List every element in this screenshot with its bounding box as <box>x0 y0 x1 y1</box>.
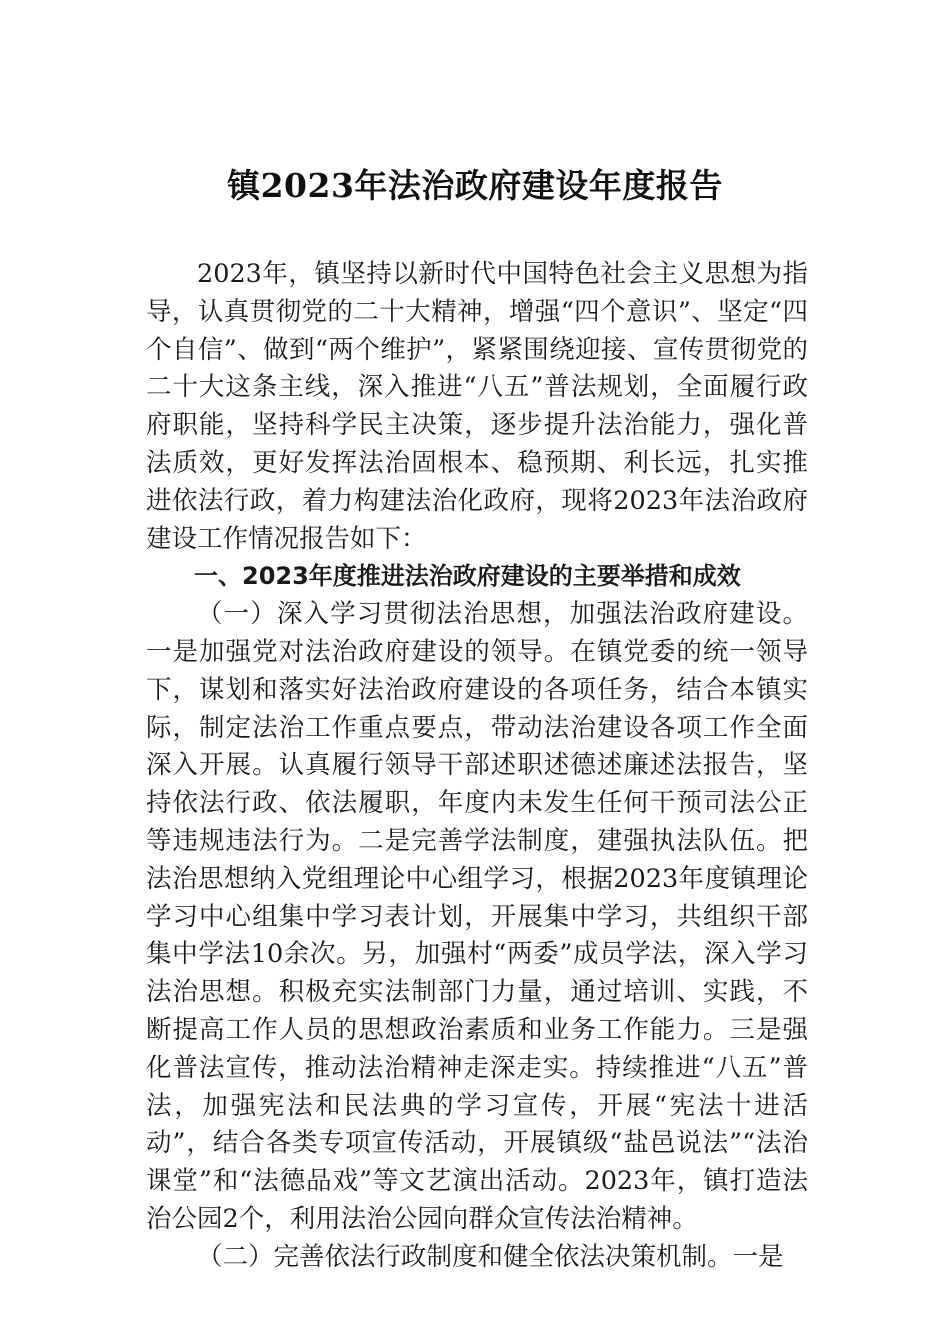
subsection-2-paragraph <box>146 1239 808 1277</box>
subsection-heading-1: （一）深入学习贯彻法治思想，加强法治政府建设。 <box>197 599 808 630</box>
subsection-1-body: 一是加强党对法治政府建设的领导。在镇党委的统一领导下，谋划和落实好法治政府建设的各项任务，结合本镇实际，制定法治工作重点要点，带动法治建设各项工作全面深入开展。认真履行领导干部述职述德述廉述法报告，坚持依法行政、依法履职，年度内未发生任何干预司法公正等违规违法行为。二是完善学法制度，建强执法队伍。把法治思想纳入党组理论中心组学习，根据2023年度镇理论学习中心组集中学习表计划，开展集中学习，共组织干部集中学法10余次。另，加强村“两委”成员学法，深入学习法治思想。积极充实法制部门力量，通过培训、实践，不断提高工作人员的思想政治素质和业务工作能力。三是强化普法宣传，推动法治精神走深走实。持续推进“八五”普法，加强宪法和民法典的学习宣传，开展“宪法十进活动”，结合各类专项宣传活动，开展镇级“盐邑说法”“法治课堂”和“法德品戏”等文艺演出活动。2023年，镇打造法治公园2个，利用法治公园向群众宣传法治精神。 <box>146 636 808 1234</box>
subsection-2-body: 一是 <box>732 1241 784 1272</box>
document-title: 镇2023年法治政府建设年度报告 <box>227 166 723 205</box>
section-heading-1: 一、2023年度推进法治政府建设的主要举措和成效 <box>194 562 741 591</box>
subsection-heading-2: （二）完善依法行政制度和健全依法决策机制。 <box>197 1241 733 1272</box>
intro-paragraph: 2023年，镇坚持以新时代中国特色社会主义思想为指导，认真贯彻党的二十大精神，增强“四个意识”、坚定“四个自信”、做到“两个维护”，紧紧围绕迎接、宣传贯彻党的二十大这条主线，深入推进“八五”普法规划，全面履行政府职能，坚持科学民主决策，逐步提升法治能力，强化普法质效，更好发挥法治固根本、稳预期、利长远，扎实推进依法行政，着力构建法治化政府，现将2023年法治政府建设工作情况报告如下： <box>146 259 808 554</box>
document-body <box>146 256 808 1277</box>
subsection-1-paragraph <box>146 596 808 1239</box>
